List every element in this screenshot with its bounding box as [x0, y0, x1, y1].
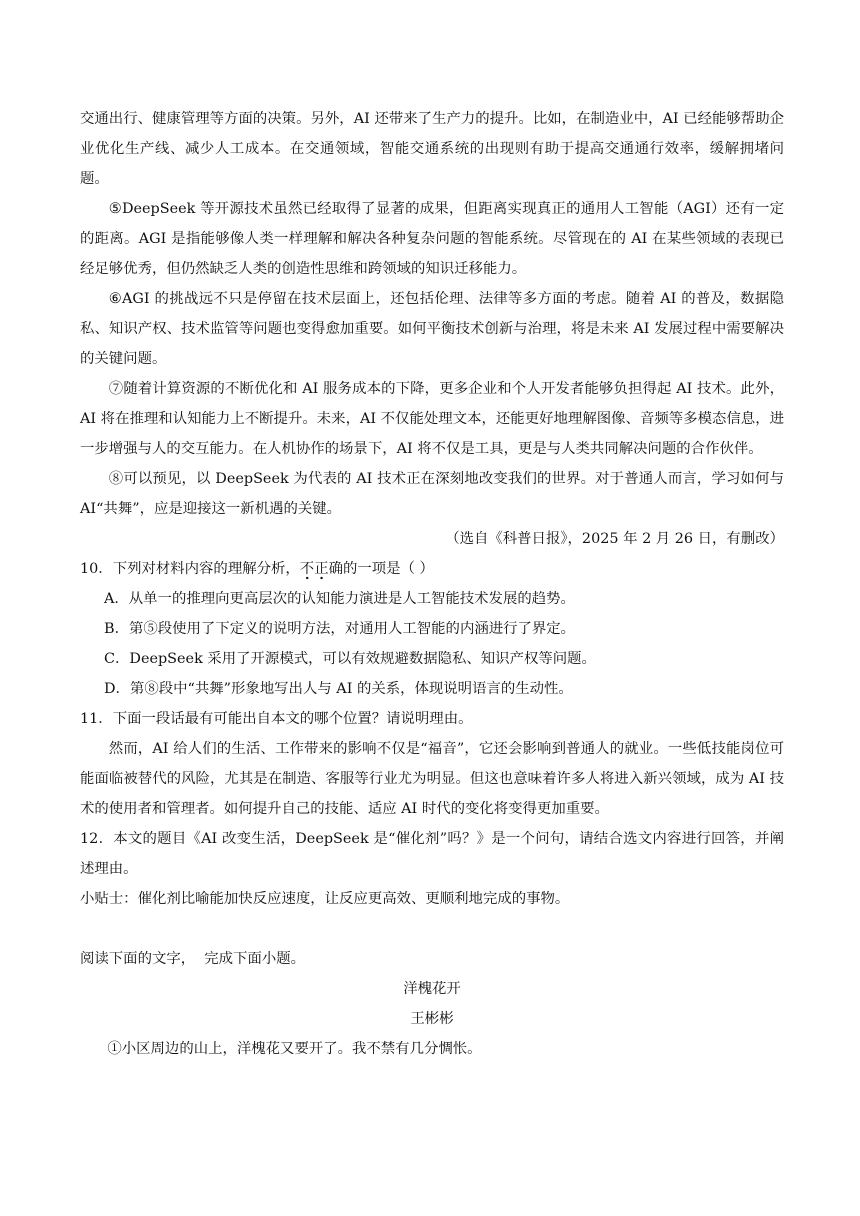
paragraph-4-tail: 交通出行、健康管理等方面的决策。另外，AI 还带来了生产力的提升。比如，在制造业中，AI 已经能够帮助企业优化生产线、减少人工成本。在交通领域，智能交通系统的出现则有助于提高交通通行效率，缓解拥堵问题。 [80, 111, 784, 187]
paragraph-6: ⑥AGI 的挑战远不只是停留在技术层面上，还包括伦理、法律等多方面的考虑。随着 AI 的普及，数据隐私、知识产权、技术监管等问题也变得愈加重要。如何平衡技术创新与治理，将是未来 AI 发展过程中需要解决的关键问题。 [80, 291, 784, 367]
reading-title: 洋槐花开 [403, 981, 461, 997]
question-10-option-a: A．从单一的推理向更高层次的认知能力演进是人工智能技术发展的趋势。 [104, 591, 575, 607]
question-12-stem: 12．本文的题目《AI 改变生活，DeepSeek 是“催化剂”吗？》是一个问句，请结合选文内容进行回答，并阐述理由。 [80, 831, 784, 877]
paragraph-7: ⑦随着计算资源的不断优化和 AI 服务成本的下降，更多企业和个人开发者能够负担得起 AI 技术。此外，AI 将在推理和认知能力上不断提升。未来，AI 不仅能处理文本，还能更好地理解图像、音频等多模态信息，进一步增强与人的交互能力。在人机协作的场景下，AI 将不仅是工具，更是与人类共同解决问题的合作伙伴。 [80, 381, 784, 457]
question-11-passage: 然而，AI 给人们的生活、工作带来的影响不仅是“福音”，它还会影响到普通人的就业。一些低技能岗位可能面临被替代的风险，尤其是在制造、客服等行业尤为明显。但这也意味着许多人将进入新兴领域，成为 AI 技术的使用者和管理者。如何提升自己的技能、适应 AI 时代的变化将变得更加重要。 [80, 741, 784, 817]
question-10-emphasis: 不正 [300, 561, 329, 580]
reading-first-paragraph: ①小区周边的山上，洋槐花又要开了。我不禁有几分惆怅。 [107, 1041, 482, 1057]
question-10-stem [80, 554, 784, 584]
reading-author: 王彬彬 [410, 1011, 454, 1027]
question-12-tip: 小贴士：催化剂比喻能加快反应速度，让反应更高效、更顺利地完成的事物。 [80, 891, 570, 907]
paragraph-8: ⑧可以预见，以 DeepSeek 为代表的 AI 技术正在深刻地改变我们的世界。对于普通人而言，学习如何与 AI“共舞”，应是迎接这一新机遇的关键。 [80, 471, 784, 517]
source-citation: （选自《科普日报》，2025 年 2 月 26 日，有删改） [445, 531, 784, 547]
paragraph-5: ⑤DeepSeek 等开源技术虽然已经取得了显著的成果，但距离实现真正的通用人工智能（AGI）还有一定的距离。AGI 是指能够像人类一样理解和解决各种复杂问题的智能系统。尽管现在的 AI 在某些领域的表现已经足够优秀，但仍然缺乏人类的创造性思维和跨领域的知识迁移能力。 [80, 201, 784, 277]
question-10-option-b: B．第⑤段使用了下定义的说明方法，对通用人工智能的内涵进行了界定。 [104, 621, 576, 637]
reading-instruction: 阅读下面的文字， 完成下面小题。 [80, 951, 306, 967]
question-10-option-d: D．第⑧段中“共舞”形象地写出人与 AI 的关系，体现说明语言的生动性。 [104, 681, 573, 697]
section-gap [80, 914, 784, 944]
question-10-suffix: 确的一项是（ ） [328, 561, 434, 577]
document-page [80, 104, 784, 1064]
question-11-stem: 11．下面一段话最有可能出自本文的哪个位置？请说明理由。 [80, 711, 473, 727]
question-10-option-c: C．DeepSeek 采用了开源模式，可以有效规避数据隐私、知识产权等问题。 [104, 651, 596, 667]
question-10-prefix: 10．下列对材料内容的理解分析， [80, 561, 300, 577]
